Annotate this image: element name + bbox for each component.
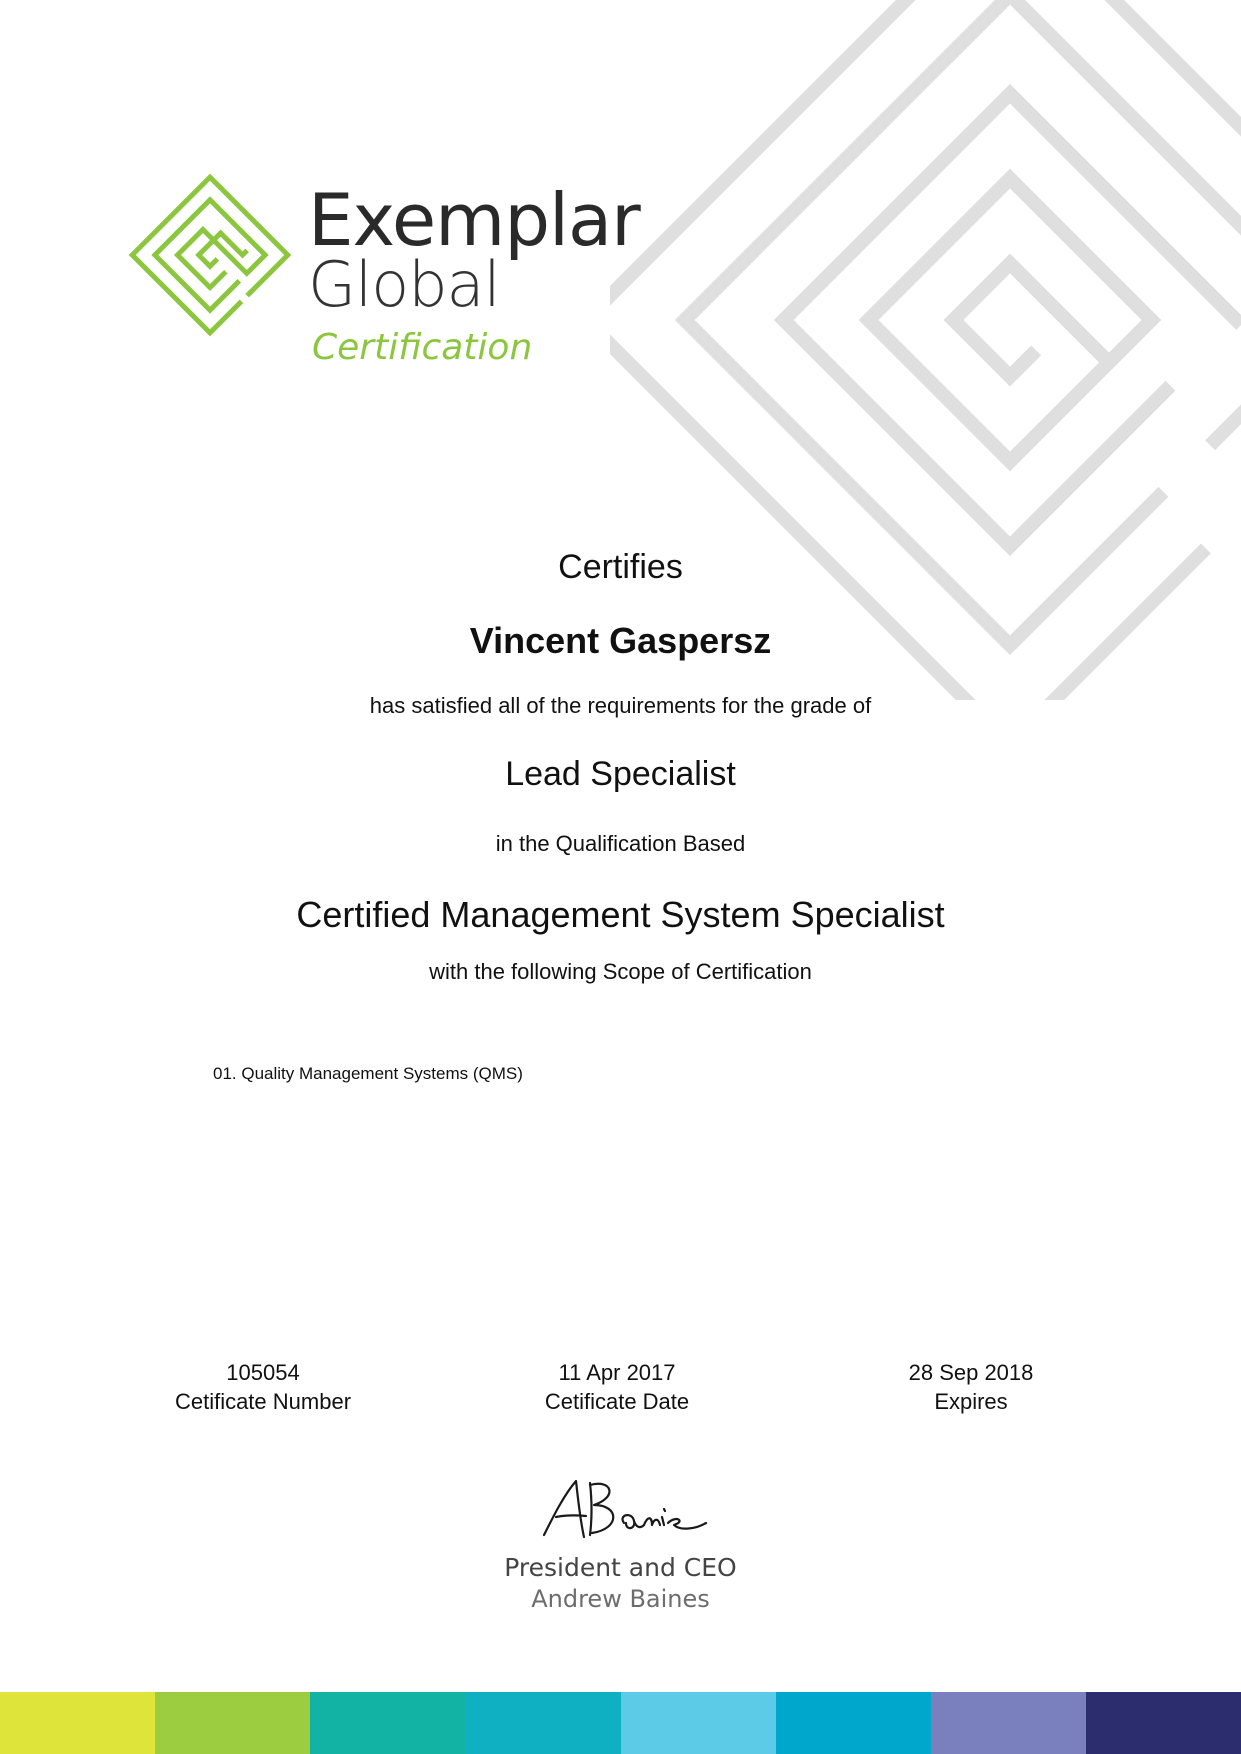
color-bar: [0, 1692, 1241, 1754]
signatory-title: President and CEO: [504, 1553, 737, 1582]
signatory-name: Andrew Baines: [531, 1585, 710, 1613]
watermark-spiral-icon: [610, 0, 1241, 700]
color-bar-segment: [776, 1692, 931, 1754]
brand-name-line2: Global: [308, 248, 500, 321]
brand-name-line1: Exemplar: [308, 178, 640, 262]
certificate-date-value: 11 Apr 2017: [558, 1360, 676, 1385]
color-bar-segment: [0, 1692, 155, 1754]
color-bar-segment: [931, 1692, 1086, 1754]
color-bar-segment: [621, 1692, 776, 1754]
logo-spiral-icon: [120, 165, 300, 345]
expiry-date-field: [821, 1358, 1121, 1416]
expiry-date-value: 28 Sep 2018: [908, 1360, 1034, 1385]
program-title: Certified Management System Specialist: [296, 894, 945, 935]
certifies-heading: Certifies: [558, 548, 683, 586]
color-bar-segment: [310, 1692, 465, 1754]
qualification-intro-text: in the Qualification Based: [495, 831, 746, 856]
signature: [540, 1475, 710, 1545]
scope-intro-text: with the following Scope of Certification: [429, 959, 812, 984]
certificate-number-label: Cetificate Number: [174, 1389, 352, 1414]
scope-list: [213, 1062, 523, 1086]
recipient-name: Vincent Gaspersz: [469, 620, 772, 661]
grade-intro-text: has satisfied all of the requirements for the grade of: [369, 693, 872, 718]
certificate-number-field: [113, 1358, 413, 1416]
scope-item: 01. Quality Management Systems (QMS): [213, 1064, 523, 1083]
color-bar-segment: [465, 1692, 620, 1754]
certificate-date-label: Cetificate Date: [544, 1389, 690, 1414]
certificate-date-field: [467, 1358, 767, 1416]
expiry-date-label: Expires: [934, 1389, 1008, 1414]
certificate-number-value: 105054: [226, 1360, 300, 1385]
color-bar-segment: [155, 1692, 310, 1754]
color-bar-segment: [1086, 1692, 1241, 1754]
brand-tagline: Certification: [312, 327, 533, 368]
grade-title: Lead Specialist: [505, 755, 736, 793]
